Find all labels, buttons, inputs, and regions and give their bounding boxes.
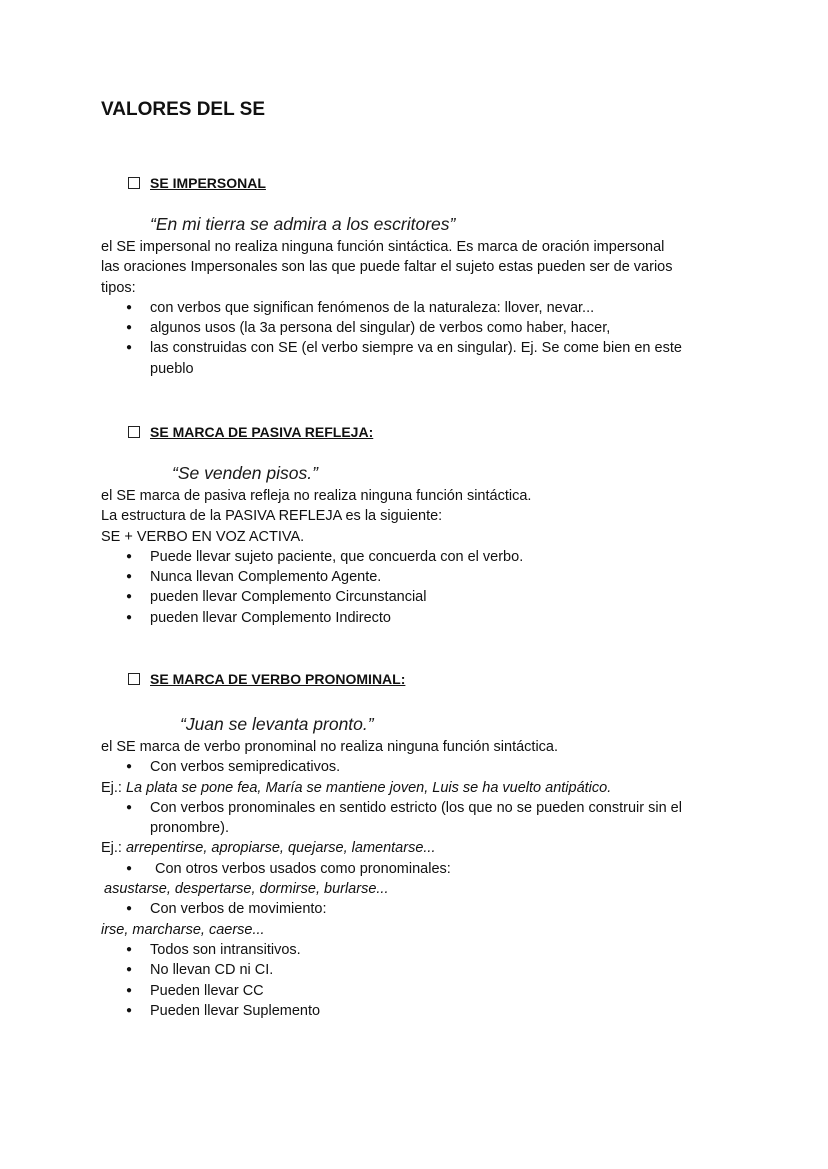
list-item: ● con verbos que significan fenómenos de la naturaleza: llover, nevar...: [101, 298, 741, 318]
list-item: ● pueden llevar Complemento Indirecto: [101, 608, 741, 628]
body-line: el SE impersonal no realiza ninguna función sintáctica. Es marca de oración impersonal: [101, 239, 665, 255]
body-line: las oraciones Impersonales son las que puede faltar el sujeto estas pueden ser de varios: [101, 259, 673, 276]
body-line: el SE marca de verbo pronominal no realiza ninguna función sintáctica.: [101, 739, 559, 755]
section-heading-impersonal: [128, 175, 266, 191]
list-item: ● Nunca llevan Complemento Agente.: [101, 567, 741, 587]
list-item: ● Con verbos pronominales en sentido estricto (los que no se pueden construir sin el: [101, 798, 761, 818]
checkbox-icon[interactable]: [128, 673, 140, 685]
checkbox-icon[interactable]: [128, 426, 140, 438]
list-item: ● pueden llevar Complemento Circunstancial: [101, 587, 741, 607]
list-item: ● Con verbos de movimiento:: [101, 899, 761, 919]
list-item: ● las construidas con SE (el verbo siempre va en singular). Ej. Se come bien en este: [101, 338, 741, 358]
example-quote: “Juan se levanta pronto.”: [180, 714, 374, 734]
section-heading-label: SE MARCA DE VERBO PRONOMINAL:: [150, 671, 406, 687]
example-prefix: Ej.:: [101, 840, 126, 857]
body-line: La estructura de la PASIVA REFLEJA es la siguiente:: [101, 508, 443, 525]
section-body: [101, 737, 761, 1021]
list-item: ● Con verbos semipredicativos.: [101, 757, 761, 777]
example-quote: “Se venden pisos.”: [172, 463, 318, 483]
body-line: el SE marca de pasiva refleja no realiza ninguna función sintáctica.: [101, 488, 532, 504]
list-item: ● Todos son intransitivos.: [101, 940, 761, 960]
example-line: [101, 838, 761, 858]
section-heading-pasiva-refleja: [128, 424, 373, 440]
section-heading-label: SE IMPERSONAL: [150, 175, 266, 191]
section-body: [101, 486, 741, 628]
list-item-continuation: pronombre).: [150, 820, 229, 837]
list-item-continuation: pueblo: [150, 360, 194, 377]
list-item: ● No llevan CD ni CI.: [101, 960, 761, 980]
checkbox-icon[interactable]: [128, 177, 140, 189]
example-text: irse, marcharse, caerse...: [101, 921, 265, 938]
section-heading-verbo-pronominal: [128, 671, 405, 687]
list-item: ● Con otros verbos usados como pronominales:: [101, 859, 761, 879]
list-item: ● algunos usos (la 3a persona del singular) de verbos como haber, hacer,: [101, 318, 741, 338]
body-line: tipos:: [101, 279, 136, 296]
example-text: La plata se pone fea, María se mantiene joven, Luis se ha vuelto antipático.: [125, 779, 612, 796]
list-item: ● Puede llevar sujeto paciente, que concuerda con el verbo.: [101, 547, 741, 567]
example-quote: “En mi tierra se admira a los escritores”: [150, 214, 456, 234]
example-prefix: Ej.:: [101, 779, 126, 796]
example-line: [101, 778, 761, 798]
section-body: [101, 237, 741, 379]
example-text: arrepentirse, apropiarse, quejarse, lamentarse...: [125, 840, 436, 857]
list-item: ● Pueden llevar CC: [101, 981, 761, 1001]
document-title: VALORES DEL SE: [101, 99, 265, 120]
list-item: ● Pueden llevar Suplemento: [101, 1001, 761, 1021]
example-text: asustarse, despertarse, dormirse, burlarse...: [104, 881, 389, 898]
body-line: SE + VERBO EN VOZ ACTIVA.: [101, 528, 305, 545]
section-heading-label: SE MARCA DE PASIVA REFLEJA:: [150, 424, 374, 440]
